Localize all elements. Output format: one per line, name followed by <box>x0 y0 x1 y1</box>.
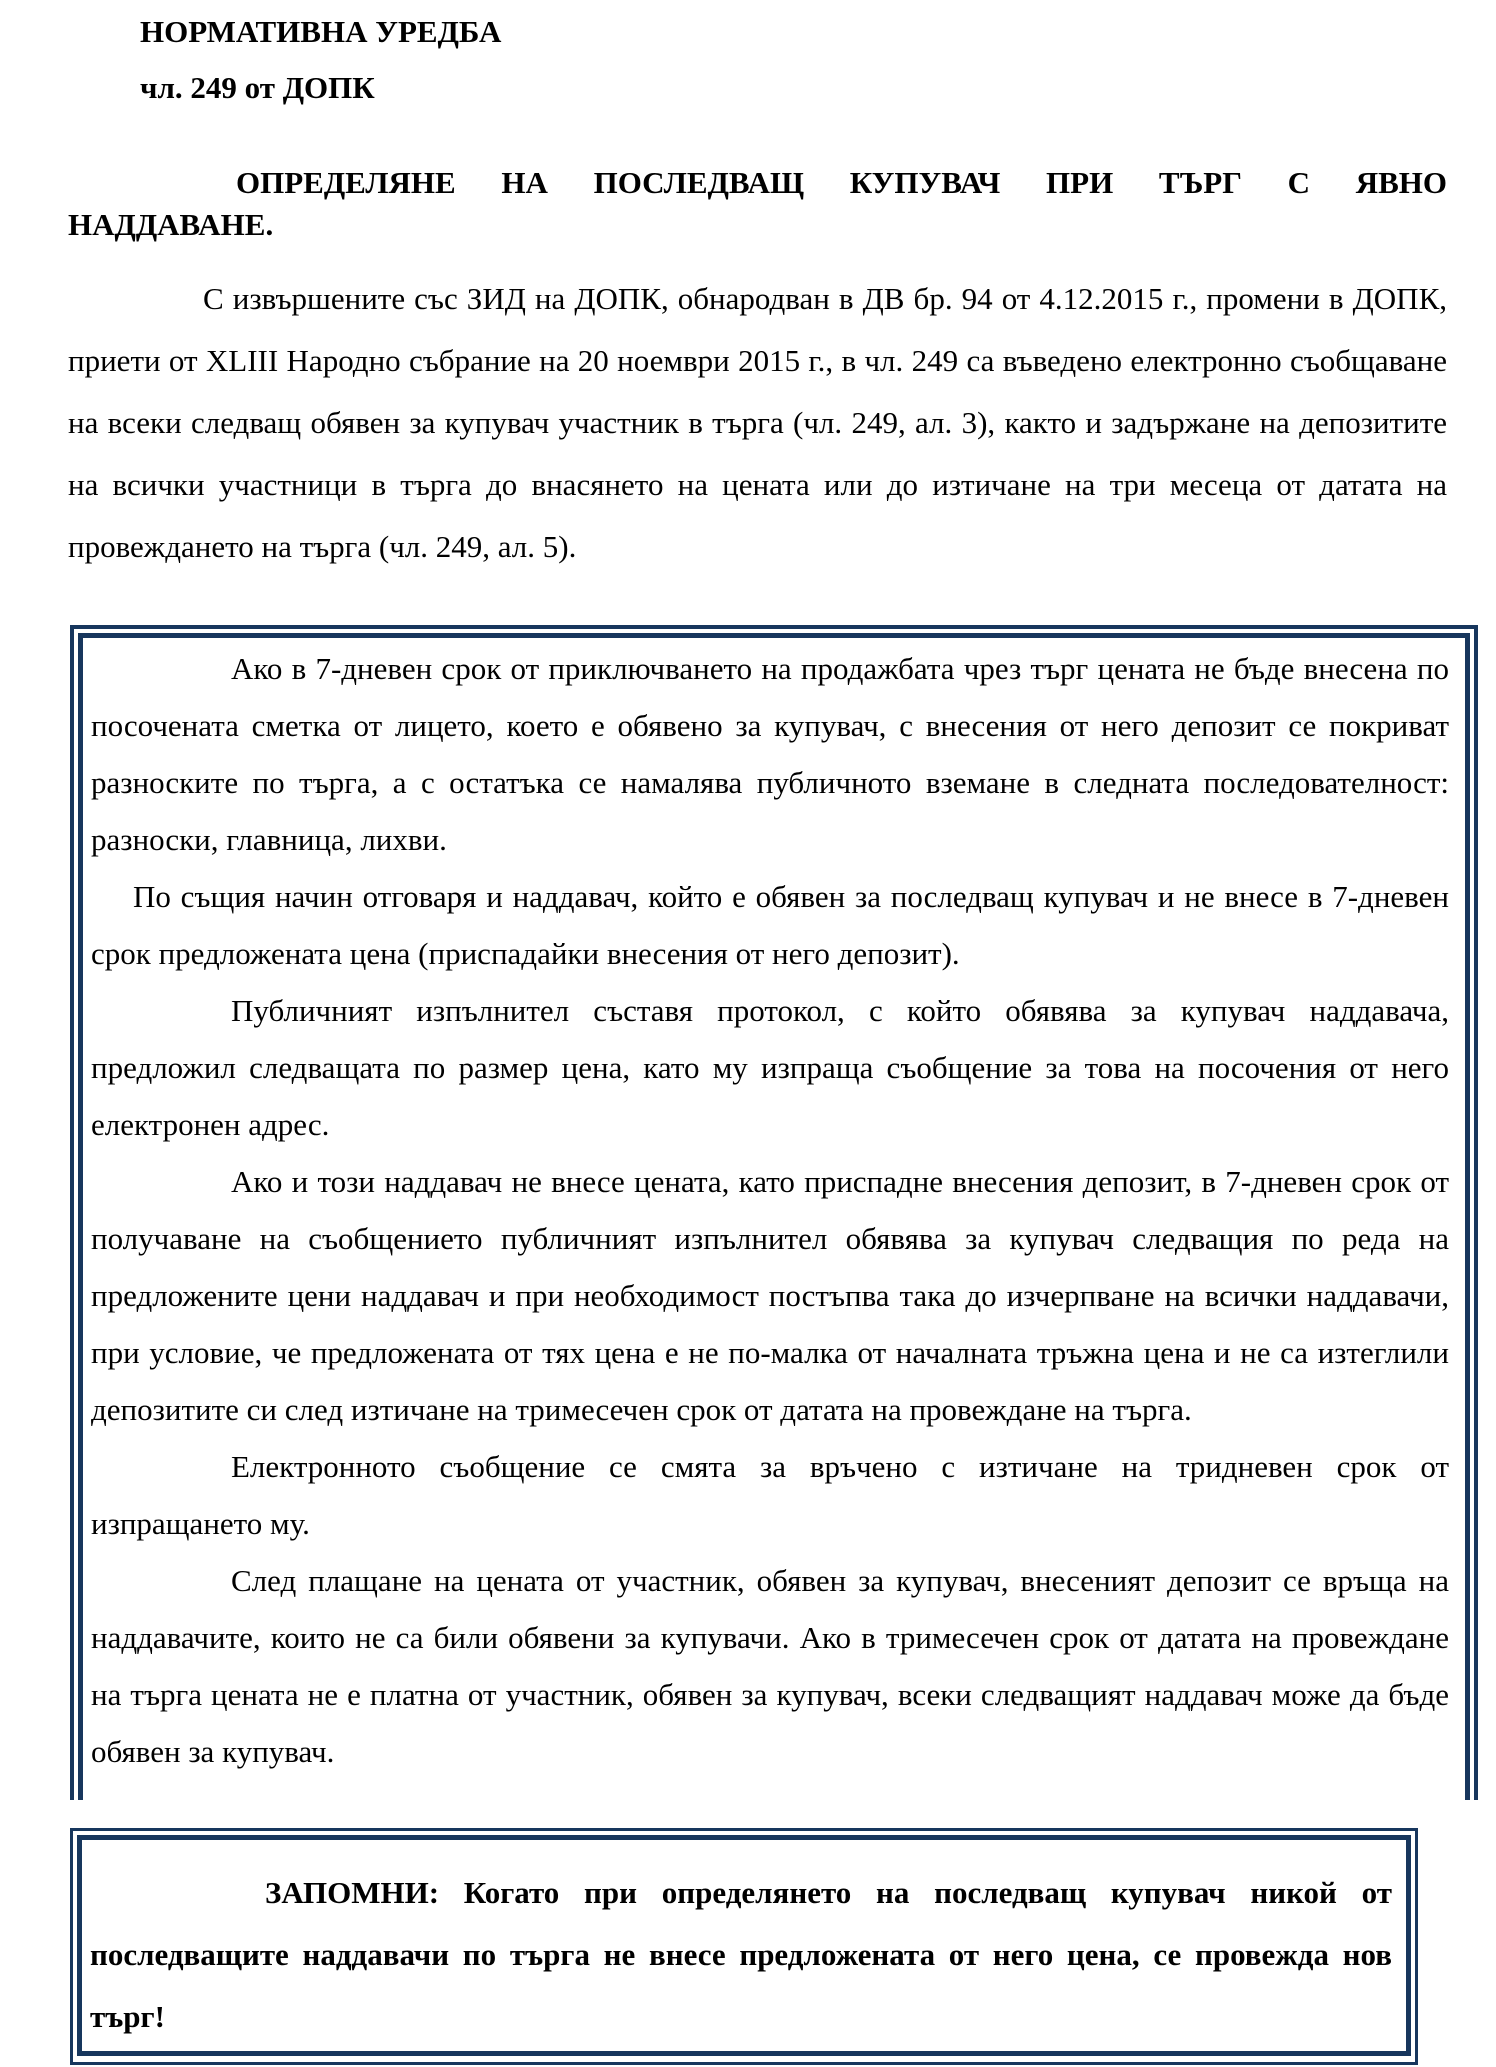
document-title <box>68 162 1447 246</box>
document-header <box>140 4 1447 116</box>
title-line-1: ОПРЕДЕЛЯНЕ НА ПОСЛЕДВАЩ КУПУВАЧ ПРИ ТЪРГ С ЯВНО <box>236 165 1447 200</box>
intro-paragraph: С извършените със ЗИД на ДОПК, обнародван в ДВ бр. 94 от 4.12.2015 г., промени в ДОПК, приети от XLIII Народно събрание на 20 ноември 2015 г., в чл. 249 са въведено електронно съобщаване на всеки следващ обявен за купувач участник в търга (чл. 249, ал. 3), както и задържане на депозитите на всички участници в търга до внасянето на цената или до изтичане на три месеца от датата на провеждането на търга (чл. 249, ал. 5). <box>68 281 1447 564</box>
law-text-box-inner <box>78 633 1470 1800</box>
law-text-box <box>70 625 1478 1800</box>
law-paragraph: Публичният изпълнител съставя протокол, с който обявява за купувач наддавача, предложил следващата по размер цена, като му изпраща съобщение за това на посочения от него електронен адрес. <box>91 993 1449 1142</box>
header-line-chl-249-dopk: чл. 249 от ДОПК <box>140 70 375 105</box>
law-paragraph-clipped: След плащане на цената от участник, обявен за купувач, внесеният депозит се връща на наддавачите, които не са били обявени за купувачи. Ако в тримесечен срок от датата на провеждане на търга цената не е платна от участник, обявен за купувач, всеки следващият наддавач може да бъде обявен за купувач. <box>91 1563 1449 1769</box>
remember-box-inner <box>77 1835 1411 2056</box>
law-paragraph: По същия начин отговаря и наддавач, който е обявен за последващ купувач и не внесе в 7-дневен срок предложената цена (приспадайки внесения от него депозит). <box>91 879 1449 971</box>
title-line-2: НАДДАВАНЕ. <box>68 207 274 242</box>
law-paragraph: Електронното съобщение се смята за връчено с изтичане на тридневен срок от изпращането му. <box>91 1449 1449 1541</box>
law-paragraph: Ако и този наддавач не внесе цената, като приспадне внесения депозит, в 7-дневен срок от получаване на съобщението публичният изпълнител обявява за купувач следващия по реда на предложените цени наддавач и при необходимост постъпва така до изчерпване на всички наддавачи, при условие, че предложената от тях цена е не по-малка от началната тръжна цена и не са изтеглили депозитите си след изтичане на тримесечен срок от датата на провеждане на търга. <box>91 1164 1449 1427</box>
remember-box <box>70 1828 1418 2065</box>
remember-paragraph: ЗАПОМНИ: Когато при определянето на последващ купувач никой от последващите наддавачи по търга не внесе предложената от него цена, се провежда нов търг! <box>90 1875 1392 2034</box>
law-paragraph: Ако в 7-дневен срок от приключването на продажбата чрез търг цената не бъде внесена по посочената сметка от лицето, което е обявено за купувач, с внесения от него депозит се покриват разноските по търга, а с остатъка се намалява публичното вземане в следната последователност: разноски, главница, лихви. <box>91 651 1449 857</box>
header-line-normativna-uredba: НОРМАТИВНА УРЕДБА <box>140 14 502 49</box>
